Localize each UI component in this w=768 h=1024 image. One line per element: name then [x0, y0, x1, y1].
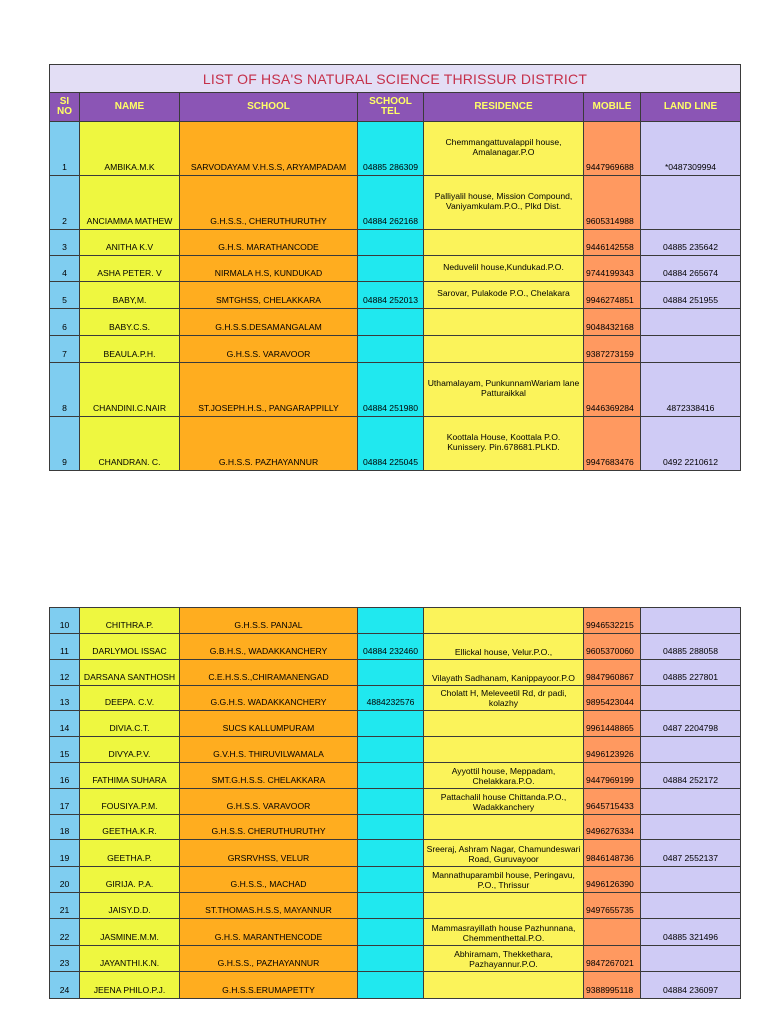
table-row	[50, 763, 741, 789]
landline-cell	[641, 608, 741, 634]
landline-cell: 04884 265674	[641, 256, 741, 282]
landline-cell	[641, 336, 741, 363]
school-cell: SUCS KALLUMPURAM	[180, 711, 358, 737]
school-cell: G.B.H.S., WADAKKANCHERY	[180, 634, 358, 660]
mobile-cell: 9645715433	[584, 789, 641, 815]
sl-cell: 10	[50, 608, 80, 634]
residence-cell	[424, 230, 584, 256]
name-cell: DARSANA SANTHOSH	[80, 660, 180, 686]
table-row	[50, 282, 741, 309]
name-cell: FATHIMA SUHARA	[80, 763, 180, 789]
sl-cell: 13	[50, 686, 80, 711]
sl-cell: 23	[50, 946, 80, 972]
name-cell: FOUSIYA.P.M.	[80, 789, 180, 815]
landline-cell: 04885 288058	[641, 634, 741, 660]
header-landline: LAND LINE	[641, 93, 741, 122]
school-tel-cell	[358, 737, 424, 763]
residence-cell: Mammasrayillath house Pazhunnana, Chemmenthettal.P.O.	[424, 919, 584, 946]
school-cell: G.H.S.S. VARAVOOR	[180, 789, 358, 815]
mobile-cell: 9496123926	[584, 737, 641, 763]
school-cell: SMT.G.H.S.S. CHELAKKARA	[180, 763, 358, 789]
sl-cell: 22	[50, 919, 80, 946]
table-row	[50, 634, 741, 660]
sl-cell: 24	[50, 972, 80, 999]
residence-cell	[424, 737, 584, 763]
mobile-cell: 9847960867	[584, 660, 641, 686]
table-row	[50, 946, 741, 972]
table-row	[50, 417, 741, 471]
table-row	[50, 336, 741, 363]
header-school-tel: SCHOOL TEL	[358, 93, 424, 122]
school-tel-cell	[358, 336, 424, 363]
name-cell: DIVYA.P.V.	[80, 737, 180, 763]
mobile-cell: 9947683476	[584, 417, 641, 471]
school-tel-cell	[358, 711, 424, 737]
landline-cell: 0487 2552137	[641, 840, 741, 867]
residence-cell: Uthamalayam, PunkunnamWariam lane Patturaikkal	[424, 363, 584, 417]
landline-cell: 04884 251955	[641, 282, 741, 309]
school-cell: G.H.S.S. PANJAL	[180, 608, 358, 634]
school-tel-cell: 4884232576	[358, 686, 424, 711]
table-row	[50, 122, 741, 176]
landline-cell	[641, 789, 741, 815]
school-cell: NIRMALA H.S, KUNDUKAD	[180, 256, 358, 282]
sheet-title: LIST OF HSA'S NATURAL SCIENCE THRISSUR DISTRICT	[50, 65, 741, 93]
header-mobile: MOBILE	[584, 93, 641, 122]
school-tel-cell	[358, 893, 424, 919]
sl-cell: 20	[50, 867, 80, 893]
school-cell: G.H.S. MARATHANCODE	[180, 230, 358, 256]
header-school: SCHOOL	[180, 93, 358, 122]
mobile-cell: 9447969688	[584, 122, 641, 176]
residence-cell: Chemmangattuvalappil house, Amalanagar.P.O	[424, 122, 584, 176]
sl-cell: 15	[50, 737, 80, 763]
table-row	[50, 840, 741, 867]
school-tel-cell	[358, 660, 424, 686]
header-residence: RESIDENCE	[424, 93, 584, 122]
mobile-cell: 9388995118	[584, 972, 641, 999]
header-sl: SI NO	[50, 93, 80, 122]
name-cell: JASMINE.M.M.	[80, 919, 180, 946]
school-cell: ST.THOMAS.H.S.S, MAYANNUR	[180, 893, 358, 919]
residence-cell	[424, 972, 584, 999]
mobile-cell: 9446369284	[584, 363, 641, 417]
school-tel-cell: 04884 232460	[358, 634, 424, 660]
school-tel-cell	[358, 840, 424, 867]
mobile-cell: 9605314988	[584, 176, 641, 230]
sl-cell: 12	[50, 660, 80, 686]
school-tel-cell	[358, 919, 424, 946]
school-tel-cell	[358, 256, 424, 282]
school-tel-cell	[358, 309, 424, 336]
sl-cell: 2	[50, 176, 80, 230]
school-tel-cell	[358, 972, 424, 999]
school-cell: G.H.S.S.DESAMANGALAM	[180, 309, 358, 336]
school-cell: G.H.S.S.ERUMAPETTY	[180, 972, 358, 999]
school-tel-cell	[358, 230, 424, 256]
residence-cell: Abhiramam, Thekkethara, Pazhayannur.P.O.	[424, 946, 584, 972]
landline-cell	[641, 737, 741, 763]
school-tel-cell: 04885 286309	[358, 122, 424, 176]
school-tel-cell	[358, 763, 424, 789]
landline-cell: 04885 227801	[641, 660, 741, 686]
mobile-cell: 9895423044	[584, 686, 641, 711]
school-tel-cell	[358, 867, 424, 893]
landline-cell: 0492 2210612	[641, 417, 741, 471]
landline-cell	[641, 176, 741, 230]
header-name: NAME	[80, 93, 180, 122]
name-cell: JEENA PHILO.P.J.	[80, 972, 180, 999]
residence-cell: Vilayath Sadhanam, Kanippayoor.P.O	[424, 660, 584, 686]
name-cell: GEETHA.P.	[80, 840, 180, 867]
school-tel-cell	[358, 608, 424, 634]
school-cell: G.V.H.S. THIRUVILWAMALA	[180, 737, 358, 763]
school-tel-cell: 04884 225045	[358, 417, 424, 471]
sl-cell: 17	[50, 789, 80, 815]
residence-cell: Ellickal house, Velur.P.O.,	[424, 634, 584, 660]
school-cell: C.E.H.S.S.,CHIRAMANENGAD	[180, 660, 358, 686]
landline-cell: 04884 252172	[641, 763, 741, 789]
mobile-cell: 9946532215	[584, 608, 641, 634]
residence-cell: Mannathuparambil house, Peringavu, P.O., Thrissur	[424, 867, 584, 893]
school-cell: G.H.S. MARANTHENCODE	[180, 919, 358, 946]
school-cell: GRSRVHSS, VELUR	[180, 840, 358, 867]
sl-cell: 9	[50, 417, 80, 471]
name-cell: BEAULA.P.H.	[80, 336, 180, 363]
landline-cell: 4872338416	[641, 363, 741, 417]
table-row	[50, 815, 741, 840]
landline-cell: *0487309994	[641, 122, 741, 176]
school-cell: G.H.S.S., MACHAD	[180, 867, 358, 893]
header-row	[50, 93, 741, 122]
mobile-cell: 9048432168	[584, 309, 641, 336]
table-row	[50, 608, 741, 634]
hsa-table-part2	[49, 607, 741, 999]
name-cell: CHITHRA.P.	[80, 608, 180, 634]
table-row	[50, 363, 741, 417]
mobile-cell: 9447969199	[584, 763, 641, 789]
name-cell: ANCIAMMA MATHEW	[80, 176, 180, 230]
sl-cell: 16	[50, 763, 80, 789]
name-cell: GEETHA.K.R.	[80, 815, 180, 840]
hsa-table-part1	[49, 64, 741, 471]
name-cell: DEEPA. C.V.	[80, 686, 180, 711]
sl-cell: 11	[50, 634, 80, 660]
residence-cell	[424, 608, 584, 634]
name-cell: AMBIKA.M.K	[80, 122, 180, 176]
name-cell: ASHA PETER. V	[80, 256, 180, 282]
school-tel-cell: 04884 252013	[358, 282, 424, 309]
mobile-cell: 9744199343	[584, 256, 641, 282]
name-cell: CHANDRAN. C.	[80, 417, 180, 471]
table-row	[50, 867, 741, 893]
mobile-cell	[584, 919, 641, 946]
residence-cell	[424, 711, 584, 737]
residence-cell: Pattachalil house Chittanda.P.O., Wadakkanchery	[424, 789, 584, 815]
sl-cell: 18	[50, 815, 80, 840]
mobile-cell: 9946274851	[584, 282, 641, 309]
sl-cell: 4	[50, 256, 80, 282]
mobile-cell: 9846148736	[584, 840, 641, 867]
sl-cell: 8	[50, 363, 80, 417]
name-cell: GIRIJA. P.A.	[80, 867, 180, 893]
name-cell: CHANDINI.C.NAIR	[80, 363, 180, 417]
residence-cell	[424, 893, 584, 919]
residence-cell	[424, 815, 584, 840]
sl-cell: 3	[50, 230, 80, 256]
table-row	[50, 972, 741, 999]
landline-cell	[641, 946, 741, 972]
school-tel-cell: 04884 262168	[358, 176, 424, 230]
name-cell: JAISY.D.D.	[80, 893, 180, 919]
school-cell: ST.JOSEPH.H.S., PANGARAPPILLY	[180, 363, 358, 417]
landline-cell	[641, 815, 741, 840]
sl-cell: 5	[50, 282, 80, 309]
residence-cell: Koottala House, Koottala P.O. Kunissery. Pin.678681.PLKD.	[424, 417, 584, 471]
school-cell: G.H.S.S., CHERUTHURUTHY	[180, 176, 358, 230]
table-row	[50, 789, 741, 815]
residence-cell: Ayyottil house, Meppadam, Chelakkara.P.O.	[424, 763, 584, 789]
table-row	[50, 309, 741, 336]
mobile-cell: 9496276334	[584, 815, 641, 840]
residence-cell: Palliyalil house, Mission Compound, Vaniyamkulam.P.O., Plkd Dist.	[424, 176, 584, 230]
mobile-cell: 9847267021	[584, 946, 641, 972]
table-row	[50, 660, 741, 686]
residence-cell: Sreeraj, Ashram Nagar, Chamundeswari Road, Guruvayoor	[424, 840, 584, 867]
table-row	[50, 256, 741, 282]
mobile-cell: 9446142558	[584, 230, 641, 256]
residence-cell	[424, 309, 584, 336]
name-cell: DARLYMOL ISSAC	[80, 634, 180, 660]
residence-cell: Cholatt H, Meleveetil Rd, dr padi, kolazhy	[424, 686, 584, 711]
table-row	[50, 893, 741, 919]
table-row	[50, 737, 741, 763]
name-cell: JAYANTHI.K.N.	[80, 946, 180, 972]
school-tel-cell	[358, 789, 424, 815]
landline-cell	[641, 893, 741, 919]
sl-cell: 1	[50, 122, 80, 176]
residence-cell: Neduvelil house,Kundukad.P.O.	[424, 256, 584, 282]
school-cell: G.H.S.S. CHERUTHURUTHY	[180, 815, 358, 840]
landline-cell: 0487 2204798	[641, 711, 741, 737]
residence-cell	[424, 336, 584, 363]
landline-cell: 04885 321496	[641, 919, 741, 946]
sl-cell: 19	[50, 840, 80, 867]
mobile-cell: 9961448865	[584, 711, 641, 737]
mobile-cell: 9605370060	[584, 634, 641, 660]
sl-cell: 6	[50, 309, 80, 336]
table-row	[50, 919, 741, 946]
school-cell: SMTGHSS, CHELAKKARA	[180, 282, 358, 309]
mobile-cell: 9496126390	[584, 867, 641, 893]
school-cell: G.G.H.S. WADAKKANCHERY	[180, 686, 358, 711]
school-tel-cell	[358, 946, 424, 972]
landline-cell	[641, 309, 741, 336]
table-row	[50, 686, 741, 711]
mobile-cell: 9497655735	[584, 893, 641, 919]
name-cell: DIVIA.C.T.	[80, 711, 180, 737]
sl-cell: 14	[50, 711, 80, 737]
landline-cell: 04884 236097	[641, 972, 741, 999]
sl-cell: 7	[50, 336, 80, 363]
name-cell: ANITHA K.V	[80, 230, 180, 256]
school-cell: G.H.S.S., PAZHAYANNUR	[180, 946, 358, 972]
name-cell: BABY,M.	[80, 282, 180, 309]
school-tel-cell	[358, 815, 424, 840]
table-row	[50, 176, 741, 230]
school-cell: SARVODAYAM V.H.S.S, ARYAMPADAM	[180, 122, 358, 176]
name-cell: BABY.C.S.	[80, 309, 180, 336]
landline-cell	[641, 867, 741, 893]
school-cell: G.H.S.S. PAZHAYANNUR	[180, 417, 358, 471]
school-tel-cell: 04884 251980	[358, 363, 424, 417]
table-row	[50, 711, 741, 737]
table-row	[50, 230, 741, 256]
school-cell: G.H.S.S. VARAVOOR	[180, 336, 358, 363]
sl-cell: 21	[50, 893, 80, 919]
mobile-cell: 9387273159	[584, 336, 641, 363]
residence-cell: Sarovar, Pulakode P.O., Chelakara	[424, 282, 584, 309]
landline-cell: 04885 235642	[641, 230, 741, 256]
landline-cell	[641, 686, 741, 711]
